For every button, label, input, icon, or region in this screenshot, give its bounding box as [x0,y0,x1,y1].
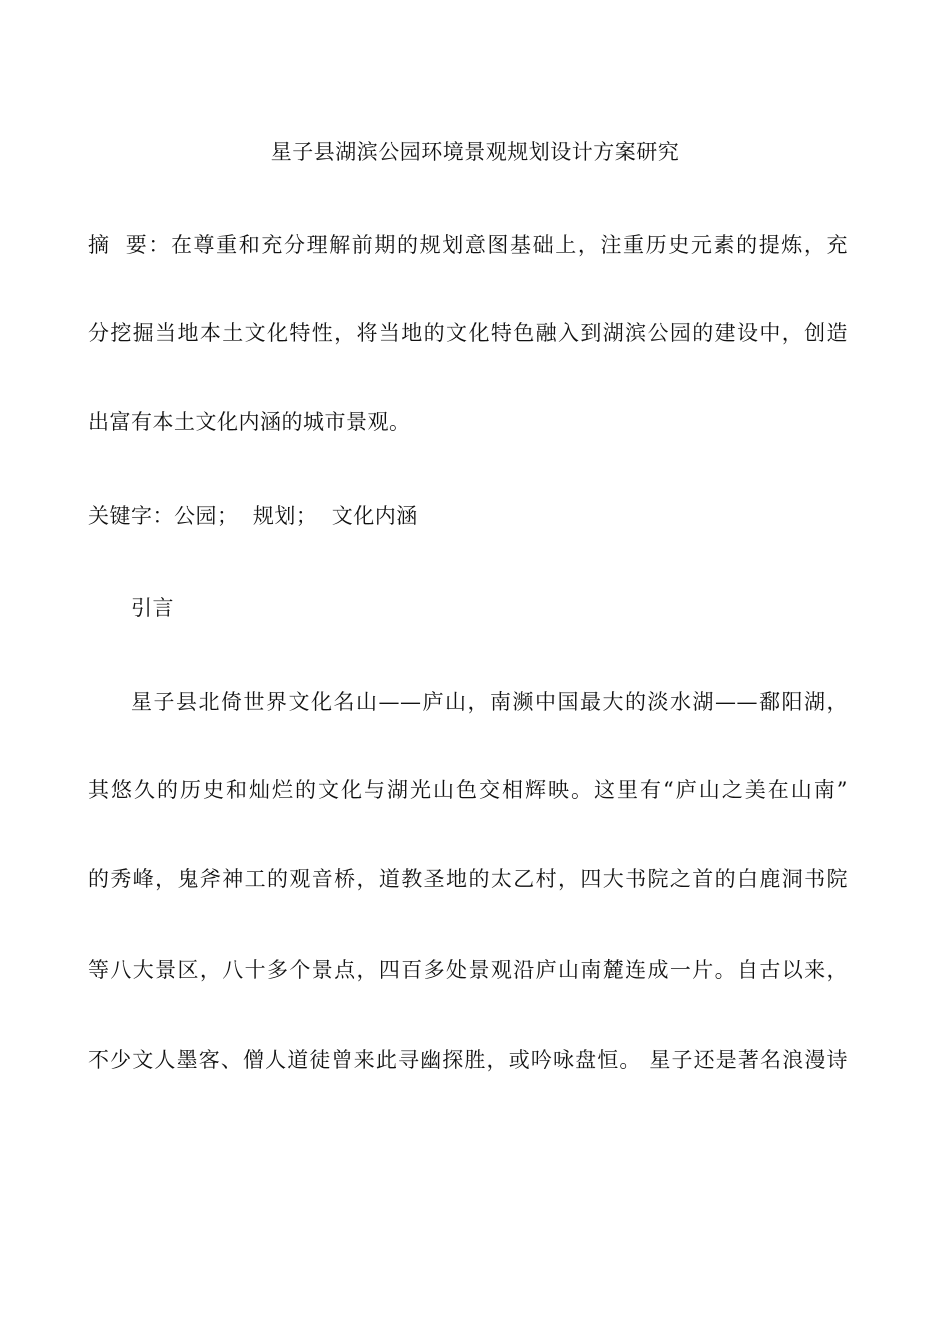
intro-line-3: 的秀峰，鬼斧神工的观音桥，道教圣地的太乙村，四大书院之首的白鹿洞书院 [88,867,848,891]
intro-line-5: 不少文人墨客、僧人道徒曾来此寻幽探胜，或吟咏盘恒。 星子还是著名浪漫诗 [88,1048,848,1072]
intro-line-1: 星子县北倚世界文化名山——庐山，南濒中国最大的淡水湖——鄱阳湖， [131,690,848,714]
keywords-text: 公园； 规划； 文化内涵 [174,504,418,528]
abstract-label-1: 摘 [88,233,111,257]
abstract-text-1: 在尊重和充分理解前期的规划意图基础上，注重历史元素的提炼，充 [170,233,849,257]
intro-heading: 引言 [131,596,174,620]
document-title: 星子县湖滨公园环境景观规划设计方案研究 [270,140,680,164]
abstract-label-2: 要： [124,233,171,257]
keywords-line [88,501,418,531]
abstract-line-1 [88,230,848,260]
abstract-line-3: 出富有本土文化内涵的城市景观。 [88,410,411,434]
abstract-line-2: 分挖掘当地本土文化特性，将当地的文化特色融入到湖滨公园的建设中，创造 [88,321,848,345]
intro-line-2: 其悠久的历史和灿烂的文化与湖光山色交相辉映。这里有“庐山之美在山南” [88,778,848,802]
keywords-label: 关键字： [88,504,174,528]
intro-line-4: 等八大景区，八十多个景点，四百多处景观沿庐山南麓连成一片。自古以来， [88,958,848,982]
